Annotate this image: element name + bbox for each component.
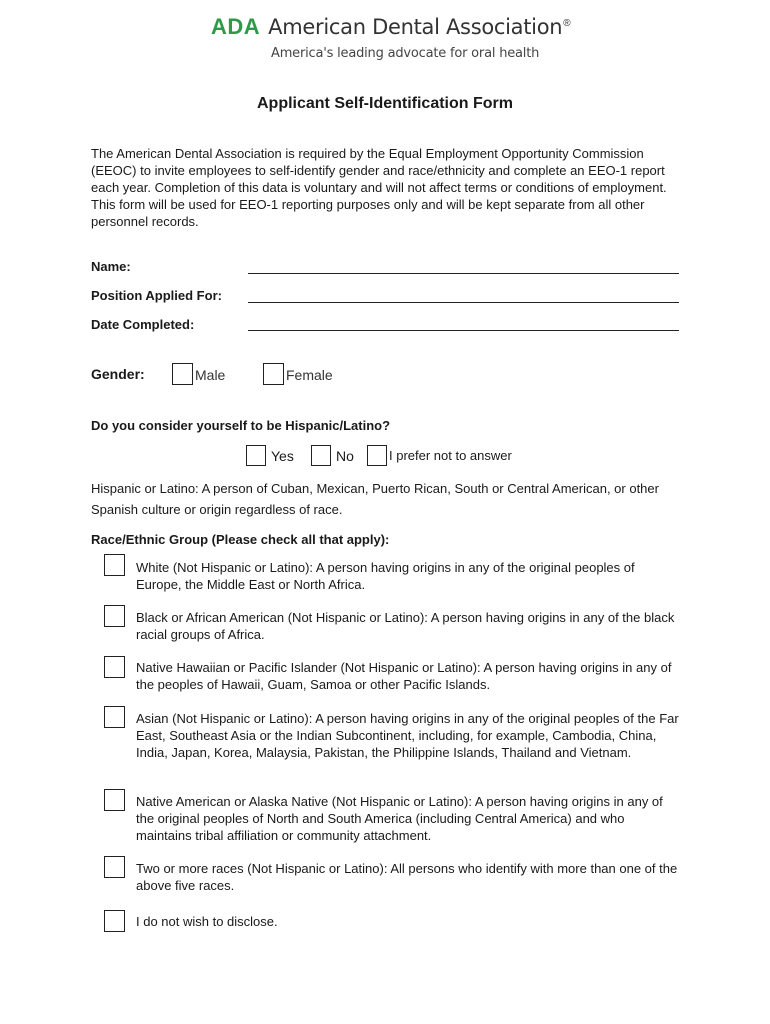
race-heading: Race/Ethnic Group (Please check all that apply): [91,532,390,547]
logo-tagline: America's leading advocate for oral health [271,46,540,61]
logo-organization-name: American Dental Association [268,15,563,39]
hispanic-prefer-not-checkbox[interactable] [367,445,387,466]
gender-female-label: Female [286,367,333,383]
race-black-label: Black or African American (Not Hispanic or Latino): A person having origins in any of the black racial groups of Africa. [136,610,675,642]
race-decline-checkbox[interactable] [104,910,125,932]
race-native-american-label: Native American or Alaska Native (Not Hispanic or Latino): A person having origins in any of the original peoples of North and South America (including Central America) and who maintains tribal affiliation or community attachment. [136,794,663,843]
gender-female-checkbox[interactable] [263,363,284,385]
date-label: Date Completed: [91,317,195,332]
name-label: Name: [91,259,131,274]
form-title: Applicant Self-Identification Form [256,95,513,112]
race-pacific-islander-label: Native Hawaiian or Pacific Islander (Not Hispanic or Latino): A person having origins in any of the peoples of Hawaii, Guam, Samoa or other Pacific Islands. [136,660,672,692]
race-white-label: White (Not Hispanic or Latino): A person having origins in any of the original peoples of Europe, the Middle East or North Africa. [136,560,635,592]
hispanic-yes-checkbox[interactable] [246,445,266,466]
ada-logo [211,14,571,40]
race-two-or-more-checkbox[interactable] [104,856,125,878]
hispanic-definition: Hispanic or Latino: A person of Cuban, Mexican, Puerto Rican, South or Central American, or other Spanish culture or origin regardless of race. [91,481,659,517]
hispanic-no-label: No [336,448,354,464]
race-white-checkbox[interactable] [104,554,125,576]
race-black-checkbox[interactable] [104,605,125,627]
gender-male-label: Male [195,367,226,383]
race-two-or-more-label: Two or more races (Not Hispanic or Latino): All persons who identify with more than one of the above five races. [136,861,678,893]
hispanic-no-checkbox[interactable] [311,445,331,466]
gender-male-checkbox[interactable] [172,363,193,385]
name-field[interactable] [248,273,679,274]
intro-paragraph: The American Dental Association is required by the Equal Employment Opportunity Commission (EEOC) to invite employees to self-identify gender and race/ethnicity and complete an EEO-1 report each year. Completion of this data is voluntary and will not affect terms or conditions of employment. This form will be used for EEO-1 reporting purposes only and will be kept separate from all other personnel records. [91,146,667,229]
race-asian-label: Asian (Not Hispanic or Latino): A person having origins in any of the original peoples of the Far East, Southeast Asia or the Indian Subcontinent, including, for example, Cambodia, China, India, Japan, Korea, Malaysia, Pakistan, the Philippine Islands, Thailand and Vietnam. [136,711,679,760]
registered-mark: ® [563,18,571,29]
hispanic-yes-label: Yes [271,448,294,464]
hispanic-question: Do you consider yourself to be Hispanic/Latino? [91,418,391,433]
position-field[interactable] [248,302,679,303]
race-pacific-islander-checkbox[interactable] [104,656,125,678]
race-native-american-checkbox[interactable] [104,789,125,811]
race-decline-label: I do not wish to disclose. [136,914,278,929]
logo-abbreviation: ADA [211,14,261,39]
page-header [0,0,770,70]
position-label: Position Applied For: [91,288,222,303]
date-field[interactable] [248,330,679,331]
gender-label: Gender: [91,366,145,382]
hispanic-prefer-not-label: I prefer not to answer [389,448,512,463]
race-asian-checkbox[interactable] [104,706,125,728]
